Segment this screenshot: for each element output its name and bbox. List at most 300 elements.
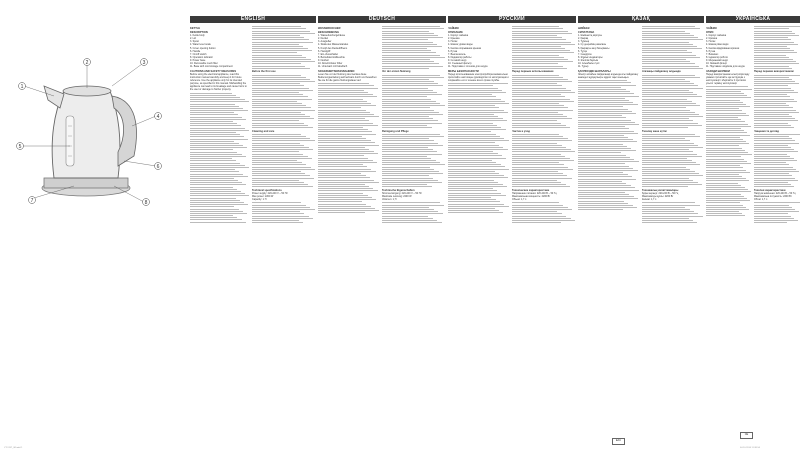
text-line — [642, 205, 700, 206]
text-line — [252, 216, 309, 217]
text-line — [382, 167, 430, 168]
text-line — [448, 162, 496, 163]
text-line — [382, 96, 427, 97]
cleaning-heading: Reinigung und Pflege — [382, 129, 409, 133]
text-line — [642, 35, 694, 36]
text-line — [382, 114, 443, 115]
text-line — [642, 138, 685, 139]
text-line — [512, 31, 568, 32]
text-line — [706, 209, 749, 210]
text-line — [252, 107, 311, 108]
text-line — [318, 206, 371, 207]
text-line — [252, 143, 300, 144]
text-line — [706, 135, 750, 136]
text-line — [252, 218, 313, 219]
text-line — [642, 127, 688, 128]
text-line — [706, 95, 747, 96]
text-line — [448, 94, 492, 95]
text-line — [754, 182, 788, 183]
text-line — [252, 28, 306, 29]
text-line — [512, 105, 564, 106]
callout-7: 7 — [30, 197, 34, 204]
text-column — [252, 25, 316, 435]
text-line — [642, 94, 697, 95]
text-line — [190, 106, 239, 107]
text-line — [382, 145, 443, 146]
text-line — [642, 147, 703, 148]
part-item: 11. Base with cord storage compartment — [190, 65, 233, 69]
text-line — [754, 136, 789, 137]
section-heading: KETTLE — [190, 26, 201, 30]
text-line — [706, 137, 740, 138]
text-line — [318, 169, 371, 170]
text-line — [382, 222, 442, 223]
part-item: 8. Operation indicator — [190, 55, 213, 59]
text-line — [252, 77, 306, 78]
part-item: 3. Ausgießer — [318, 40, 332, 44]
text-line — [318, 182, 379, 183]
text-line — [190, 219, 242, 220]
text-line — [512, 88, 566, 89]
section-heading: WASSERKOCHER — [318, 26, 341, 30]
text-line — [190, 169, 235, 170]
text-line — [448, 101, 505, 102]
text-line — [512, 68, 567, 69]
text-line — [706, 154, 752, 155]
text-line — [642, 218, 689, 219]
text-line — [642, 209, 690, 210]
text-line — [754, 202, 800, 203]
text-line — [754, 85, 788, 86]
text-line — [318, 88, 378, 89]
text-line — [318, 180, 374, 181]
text-line — [448, 182, 498, 183]
text-line — [512, 63, 558, 64]
text-line — [318, 177, 370, 178]
text-line — [642, 186, 688, 187]
text-line — [512, 151, 575, 152]
text-line — [706, 143, 749, 144]
text-line — [754, 134, 800, 135]
text-line — [252, 151, 299, 152]
text-line — [448, 158, 506, 159]
text-line — [642, 149, 689, 150]
text-line — [382, 123, 442, 124]
text-line — [642, 79, 685, 80]
text-line — [512, 222, 561, 223]
text-line — [252, 79, 310, 80]
text-line — [448, 90, 502, 91]
description-heading: ОПИСАНИЕ — [448, 31, 463, 35]
text-line — [382, 162, 440, 163]
text-line — [642, 105, 700, 106]
text-line — [512, 202, 559, 203]
text-line — [318, 107, 361, 108]
part-item: 3. Носик — [706, 40, 716, 44]
text-line — [578, 150, 636, 151]
text-line — [448, 210, 499, 211]
text-line — [512, 120, 557, 121]
text-line — [252, 118, 314, 119]
text-line — [318, 101, 367, 102]
text-line — [754, 31, 792, 32]
text-line — [190, 147, 247, 148]
description-heading: СИПАТТАМА — [578, 31, 595, 35]
text-line — [382, 149, 433, 150]
spec-line: Максималды қуаты: 2200 Вт — [642, 195, 674, 198]
text-line — [252, 178, 314, 179]
description-heading: ОПИС — [706, 31, 714, 35]
text-line — [512, 184, 566, 185]
part-item: 9. Netzteil — [318, 58, 329, 62]
text-line — [318, 112, 370, 113]
text-line — [754, 83, 799, 84]
text-line — [642, 140, 690, 141]
text-line — [448, 147, 503, 148]
text-line — [578, 176, 632, 177]
text-line — [252, 164, 306, 165]
text-line — [754, 94, 787, 95]
kettle-body — [52, 91, 120, 178]
text-line — [252, 222, 303, 223]
text-line — [578, 82, 631, 83]
text-column — [578, 25, 640, 435]
text-line — [382, 173, 443, 174]
text-line — [382, 178, 433, 179]
text-line — [382, 31, 429, 32]
text-line — [190, 141, 234, 142]
text-line — [642, 156, 702, 157]
text-line — [382, 211, 438, 212]
text-line — [448, 131, 491, 132]
text-line — [318, 212, 365, 213]
text-line — [190, 130, 249, 131]
text-line — [252, 83, 300, 84]
text-line — [382, 28, 444, 29]
text-line — [642, 114, 699, 115]
text-line — [318, 90, 364, 91]
spec-line: Напруга живлення: 220-240 В ~ 50 Гц — [754, 191, 796, 195]
text-line — [754, 158, 794, 159]
text-line — [252, 42, 313, 43]
text-line — [578, 89, 626, 90]
text-line — [642, 42, 689, 43]
text-line — [754, 39, 791, 40]
text-line — [252, 90, 313, 91]
text-line — [706, 156, 741, 157]
text-line — [642, 90, 689, 91]
text-line — [642, 50, 687, 51]
text-line — [512, 92, 575, 93]
text-line — [318, 158, 368, 159]
text-line — [382, 63, 439, 64]
text-line — [252, 136, 306, 137]
text-line — [512, 160, 574, 161]
text-line — [754, 118, 795, 119]
text-line — [642, 143, 694, 144]
text-line — [512, 149, 571, 150]
text-line — [448, 134, 496, 135]
text-line — [512, 213, 562, 214]
text-line — [252, 103, 302, 104]
text-line — [512, 158, 570, 159]
text-line — [318, 114, 374, 115]
text-line — [754, 147, 791, 148]
text-line — [190, 202, 244, 203]
part-item: 11. Untersatz mit Kabelfach — [318, 65, 348, 69]
text-line — [578, 185, 631, 186]
text-line — [754, 33, 795, 34]
part-item: 7. On/off switch — [190, 52, 207, 56]
text-line — [754, 59, 793, 60]
text-line — [448, 83, 508, 84]
text-line — [512, 94, 561, 95]
text-line — [642, 160, 692, 161]
text-line — [578, 144, 623, 145]
text-line — [252, 50, 312, 51]
text-line — [642, 145, 698, 146]
text-line — [448, 151, 493, 152]
text-line — [318, 208, 375, 209]
text-line — [252, 33, 315, 34]
text-line — [318, 118, 365, 119]
text-line — [512, 205, 563, 206]
text-line — [512, 182, 561, 183]
text-line — [448, 188, 493, 189]
text-line — [382, 127, 432, 128]
spec-line: Max power: 2200 W — [252, 195, 274, 198]
text-line — [252, 207, 310, 208]
text-line — [706, 150, 745, 151]
text-line — [512, 77, 563, 78]
text-line — [706, 106, 750, 107]
text-line — [512, 164, 564, 165]
text-line — [754, 216, 791, 217]
text-line — [318, 160, 373, 161]
text-line — [252, 31, 310, 32]
text-line — [642, 173, 699, 174]
text-line — [512, 48, 565, 49]
text-line — [512, 61, 573, 62]
text-line — [190, 215, 233, 216]
text-line — [512, 112, 558, 113]
text-line — [512, 52, 574, 53]
text-line — [448, 164, 501, 165]
text-line — [190, 187, 233, 188]
text-line — [382, 140, 434, 141]
text-line — [448, 125, 497, 126]
text-line — [754, 61, 796, 62]
text-line — [382, 81, 434, 82]
text-line — [512, 66, 563, 67]
text-line — [706, 86, 748, 87]
text-line — [252, 173, 305, 174]
text-line — [512, 216, 566, 217]
text-line — [512, 125, 566, 126]
text-line — [642, 28, 700, 29]
text-line — [642, 123, 698, 124]
text-line — [754, 92, 798, 93]
text-line — [252, 94, 303, 95]
text-line — [754, 211, 799, 212]
text-line — [318, 204, 366, 205]
text-line — [382, 182, 442, 183]
part-item: 1. Шәйнектің корпусы — [578, 34, 602, 38]
text-line — [754, 169, 796, 170]
text-line — [190, 139, 248, 140]
text-line — [190, 152, 237, 153]
text-line — [252, 169, 315, 170]
text-line — [318, 123, 373, 124]
text-line — [706, 211, 739, 212]
text-line — [190, 134, 240, 135]
text-line — [754, 116, 792, 117]
text-line — [252, 158, 312, 159]
text-line — [252, 66, 305, 67]
text-line — [252, 85, 304, 86]
part-item: 6. Тұтқа — [578, 49, 587, 53]
spec-line: Объем: 1,7 л — [512, 198, 527, 202]
text-line — [190, 163, 240, 164]
text-line — [754, 44, 798, 45]
text-line — [754, 28, 789, 29]
spec-line: Maximale Leistung: 2200 W — [382, 195, 412, 198]
text-line — [190, 174, 243, 175]
before-use-heading: Перед першим використанням — [754, 70, 794, 74]
text-column — [642, 25, 704, 435]
text-line — [642, 63, 695, 64]
text-line — [512, 79, 568, 80]
text-line — [578, 109, 628, 110]
text-line — [706, 117, 738, 118]
text-line — [512, 96, 565, 97]
text-line — [754, 66, 789, 67]
text-line — [448, 110, 504, 111]
text-line — [512, 220, 575, 221]
text-line — [578, 187, 635, 188]
text-line — [252, 213, 304, 214]
text-line — [318, 125, 378, 126]
text-line — [382, 52, 436, 53]
text-line — [706, 180, 749, 181]
part-item: 11. Тұғыр — [578, 65, 589, 69]
text-line — [190, 95, 236, 96]
text-line — [190, 158, 232, 159]
text-line — [252, 116, 310, 117]
text-line — [382, 160, 436, 161]
text-line — [706, 213, 742, 214]
text-line — [578, 91, 630, 92]
text-line — [642, 182, 698, 183]
text-line — [512, 37, 562, 38]
text-line — [382, 169, 434, 170]
text-line — [706, 108, 739, 109]
text-column — [512, 25, 576, 435]
text-line — [318, 129, 368, 130]
text-line — [252, 147, 309, 148]
text-line — [754, 143, 799, 144]
text-line — [318, 92, 368, 93]
text-line — [512, 83, 557, 84]
text-line — [318, 83, 369, 84]
text-line — [512, 33, 572, 34]
text-column — [706, 25, 752, 435]
text-line — [642, 77, 700, 78]
text-line — [382, 158, 431, 159]
part-item: 2. Қақпақ — [578, 37, 589, 41]
text-line — [448, 123, 493, 124]
text-line — [318, 193, 363, 194]
part-item: 3. Носик — [448, 40, 458, 44]
text-line — [754, 167, 793, 168]
text-line — [578, 98, 625, 99]
text-line — [318, 145, 379, 146]
text-line — [642, 55, 696, 56]
text-line — [382, 83, 438, 84]
text-line — [318, 186, 369, 187]
text-line — [318, 94, 373, 95]
spec-line: Максимальна потужність: 2200 Вт — [754, 195, 792, 198]
text-line — [512, 145, 562, 146]
text-line — [448, 199, 496, 200]
text-line — [754, 209, 795, 210]
text-line — [706, 187, 745, 188]
water-level-window — [66, 116, 74, 166]
text-line — [382, 68, 429, 69]
text-line — [754, 156, 790, 157]
text-line — [448, 169, 509, 170]
text-line — [642, 116, 703, 117]
text-line — [512, 127, 570, 128]
text-line — [448, 88, 498, 89]
text-line — [512, 186, 570, 187]
text-line — [318, 105, 376, 106]
text-line — [578, 131, 634, 132]
text-line — [190, 128, 245, 129]
text-line — [512, 138, 568, 139]
text-line — [448, 208, 495, 209]
part-item: 10. Abnehmbarer Filter — [318, 62, 343, 66]
text-line — [642, 68, 703, 69]
text-line — [190, 211, 243, 212]
text-line — [382, 88, 428, 89]
intro-paragraph: Перед использованием электроприбора внимательно прочитайте настоящее руководство по эксплуатации и сохраняйте его в течение всего срока службы. — [448, 72, 509, 82]
text-line — [754, 178, 795, 179]
text-line — [190, 198, 236, 199]
text-line — [382, 184, 427, 185]
text-line — [754, 42, 794, 43]
text-column — [754, 25, 800, 435]
text-line — [578, 141, 637, 142]
text-line — [578, 152, 621, 153]
text-line — [642, 136, 700, 137]
part-item: 8. Betriebskontrollleuchte — [318, 55, 345, 59]
part-item: 1. Корпус чайника — [706, 34, 727, 38]
text-line — [578, 120, 631, 121]
intro-paragraph: Before using the electrical appliance, read this instruction manual carefully and keep it for future reference. Use the appliance only for its intended purpose, as specified in this manual. Mishandling the appliance can lead to its breakage and cause harm to the user or damage to his/her property. — [190, 72, 247, 92]
kettle-illustration — [14, 56, 164, 206]
spec-line: Қорек кернеуі: 220-240 В ~ 50 Гц — [642, 191, 679, 195]
text-line — [190, 182, 242, 183]
text-line — [642, 154, 697, 155]
text-line — [512, 207, 568, 208]
kettle-spout — [44, 86, 64, 108]
text-line — [754, 52, 797, 53]
text-line — [382, 120, 438, 121]
text-line — [318, 120, 369, 121]
text-line — [318, 171, 376, 172]
text-line — [706, 100, 740, 101]
